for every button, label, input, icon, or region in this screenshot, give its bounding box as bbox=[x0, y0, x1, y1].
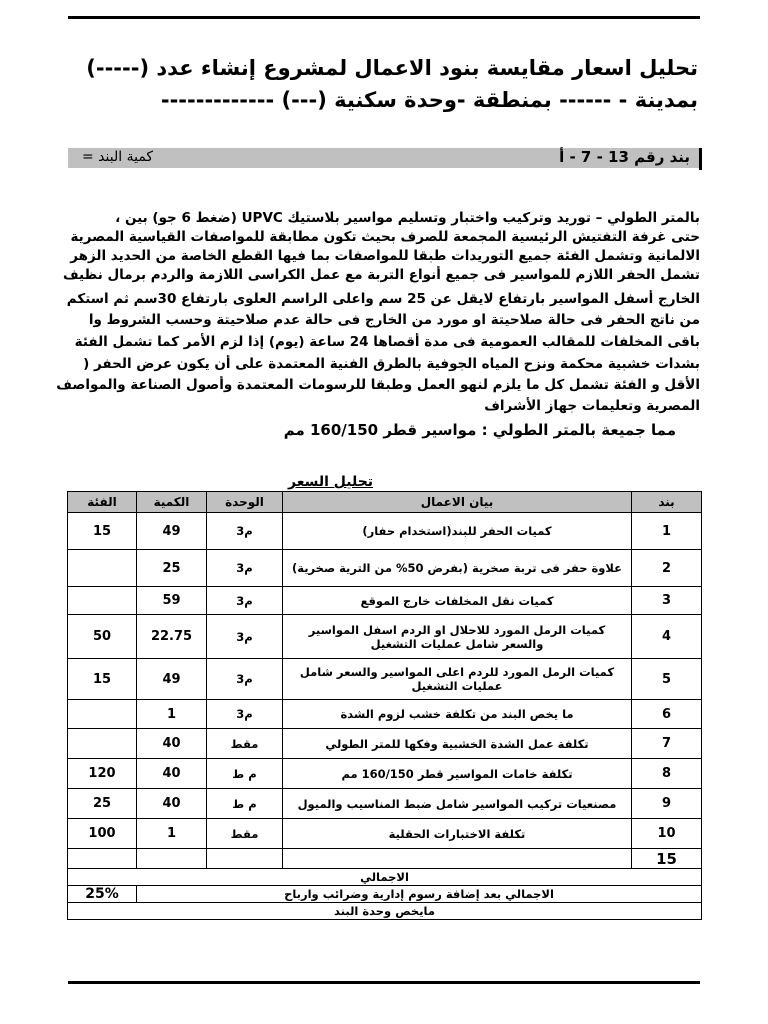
document-title-line-2: بمدينة - ------ بمنطقة -وحدة سكنية (---) ------------- bbox=[160, 88, 698, 112]
cell-quantity: 1 bbox=[137, 700, 207, 729]
description-line: باقى المخلفات للمقالب العمومية فى مدة أقصاها 24 ساعة (يوم) إذا لزم الأمر كما تشمل الفئة bbox=[74, 334, 700, 350]
unit-share-label: مايخص وحدة البند bbox=[68, 903, 702, 920]
description-line: الالمانية وتشمل الفئة جميع التوريدات طبقا للمواصفات بما فيها القطع الخاصة من الحديد الزهر bbox=[70, 248, 700, 264]
description-line: بالمتر الطولي – توريد وتركيب واختبار وتسليم مواسير بلاستيك UPVC (ضغط 6 جو) بين ، bbox=[115, 210, 700, 226]
table-row bbox=[68, 819, 702, 849]
cell-empty bbox=[207, 849, 283, 869]
table-row bbox=[68, 759, 702, 789]
table-row bbox=[68, 513, 702, 550]
cell-quantity: 40 bbox=[137, 759, 207, 789]
description-line: بشدات خشبية محكمة ونزح المياه الجوفية بالطرق الفنية المعتمدة على أن يكون عرض الحفر ( bbox=[83, 356, 700, 372]
description-line: تشمل الحفر اللازم للمواسير فى جميع أنواع التربة مع عمل الكراسى اللازمة والردم برمال نظيف bbox=[62, 267, 700, 283]
cell-rate: 15 bbox=[68, 659, 137, 700]
item-quantity-label: كمية البند = bbox=[82, 149, 154, 165]
cell-description: كميات الحفر للبند(استخدام حفار) bbox=[283, 513, 632, 550]
description-line: حتى غرفة التفتيش الرئيسية المجمعة للصرف بحيث تكون مطابقة للمواصفات القياسية المصرية bbox=[70, 229, 700, 245]
cell-item: 6 bbox=[632, 700, 702, 729]
cell-quantity: 49 bbox=[137, 513, 207, 550]
description-line: الأقل و الفئة تشمل كل ما يلزم لنهو العمل وطبقا للرسومات المعتمدة وأصول الصناعة والمواصف bbox=[56, 377, 700, 393]
document-title-line-1: تحليل اسعار مقايسة بنود الاعمال لمشروع إنشاء عدد (-----) bbox=[86, 56, 698, 80]
total-with-fees-label: الاجمالي بعد إضافة رسوم إدارية وضرائب وارباح bbox=[137, 886, 702, 903]
table-row bbox=[68, 659, 702, 700]
unit-share-row bbox=[68, 903, 702, 920]
cell-description: علاوة حفر فى تربة صخرية (بفرض 50% من الترية صخرية) bbox=[283, 550, 632, 587]
fees-percent: 25% bbox=[68, 886, 137, 903]
description-line: الخارج أسفل المواسير بارتفاع لايقل عن 25 سم واعلى الراسم العلوى بارتفاع 30سم ثم استكم bbox=[66, 291, 700, 307]
cell-rate bbox=[68, 729, 137, 759]
cell-item: 5 bbox=[632, 659, 702, 700]
cell-description: كميات الرمل المورد للردم اعلى المواسير والسعر شامل عمليات التشغيل bbox=[283, 659, 632, 700]
cell-unit: مقط bbox=[207, 729, 283, 759]
table-row bbox=[68, 615, 702, 659]
cell-quantity: 40 bbox=[137, 729, 207, 759]
cell-unit: م3 bbox=[207, 615, 283, 659]
cell-empty bbox=[283, 849, 632, 869]
cell-item: 10 bbox=[632, 819, 702, 849]
cell-unit: م3 bbox=[207, 513, 283, 550]
cell-item: 4 bbox=[632, 615, 702, 659]
total-label: الاجمالي bbox=[68, 869, 702, 886]
cell-rate bbox=[68, 550, 137, 587]
table-row bbox=[68, 729, 702, 759]
description-summary: مما جميعة بالمتر الطولي : مواسير قطر 160/150 مم bbox=[283, 421, 676, 439]
cell-quantity: 59 bbox=[137, 587, 207, 615]
top-rule bbox=[68, 16, 700, 19]
item-number: بند رقم 13 - 7 - أ bbox=[559, 148, 690, 166]
cell-rate: 120 bbox=[68, 759, 137, 789]
description-line: من ناتج الحفر فى حالة صلاحيتة او مورد من الخارج فى حالة عدم صلاحيتة وحسب الشروط وا bbox=[88, 312, 700, 328]
cell-unit: م ط bbox=[207, 759, 283, 789]
cell-rate bbox=[68, 700, 137, 729]
table-row bbox=[68, 587, 702, 615]
table-header-row bbox=[68, 492, 702, 513]
header-description: بيان الاعمال bbox=[283, 492, 632, 513]
cell-item: 8 bbox=[632, 759, 702, 789]
cell-rate: 100 bbox=[68, 819, 137, 849]
cell-quantity: 22.75 bbox=[137, 615, 207, 659]
price-analysis-table bbox=[67, 491, 702, 920]
cell-unit: مقط bbox=[207, 819, 283, 849]
cell-quantity: 49 bbox=[137, 659, 207, 700]
total-row bbox=[68, 869, 702, 886]
cell-unit: م3 bbox=[207, 587, 283, 615]
cell-item: 9 bbox=[632, 789, 702, 819]
total-with-fees-row bbox=[68, 886, 702, 903]
cell-rate bbox=[68, 587, 137, 615]
table-row bbox=[68, 789, 702, 819]
cell-item: 1 bbox=[632, 513, 702, 550]
cell-unit: م3 bbox=[207, 659, 283, 700]
cell-quantity: 40 bbox=[137, 789, 207, 819]
bottom-rule bbox=[68, 981, 700, 984]
cell-unit: م3 bbox=[207, 700, 283, 729]
cell-description: تكلفة عمل الشدة الخشبية وفكها للمتر الطولي bbox=[283, 729, 632, 759]
cell-empty bbox=[137, 849, 207, 869]
cell-description: تكلفة خامات المواسير قطر 160/150 مم bbox=[283, 759, 632, 789]
item-bar-edge bbox=[699, 148, 702, 170]
cell-item: 7 bbox=[632, 729, 702, 759]
cell-description: ما يخص البند من تكلفة خشب لزوم الشدة bbox=[283, 700, 632, 729]
cell-description: تكلفة الاختبارات الحقلية bbox=[283, 819, 632, 849]
cell-unit: م ط bbox=[207, 789, 283, 819]
table-row-extra bbox=[68, 849, 702, 869]
table-row bbox=[68, 700, 702, 729]
table-row bbox=[68, 550, 702, 587]
cell-rate: 15 bbox=[68, 513, 137, 550]
header-unit: الوحدة bbox=[207, 492, 283, 513]
header-quantity: الكمية bbox=[137, 492, 207, 513]
cell-item: 3 bbox=[632, 587, 702, 615]
price-analysis-heading: تحليل السعر bbox=[288, 474, 374, 490]
cell-description: كميات نقل المخلفات خارج الموقع bbox=[283, 587, 632, 615]
header-item: بند bbox=[632, 492, 702, 513]
cell-rate: 50 bbox=[68, 615, 137, 659]
cell-description: كميات الرمل المورد للاحلال او الردم اسفل المواسير والسعر شامل عمليات التشغيل bbox=[283, 615, 632, 659]
cell-extra-item: 15 bbox=[632, 849, 702, 869]
header-rate: الفئة bbox=[68, 492, 137, 513]
item-header-bar bbox=[68, 148, 702, 170]
cell-quantity: 25 bbox=[137, 550, 207, 587]
cell-rate: 25 bbox=[68, 789, 137, 819]
description-line: المصرية وتعليمات جهاز الأشراف bbox=[484, 398, 700, 414]
cell-description: مصنعيات تركيب المواسير شامل ضبط المناسيب والميول bbox=[283, 789, 632, 819]
cell-quantity: 1 bbox=[137, 819, 207, 849]
cell-empty bbox=[68, 849, 137, 869]
cell-item: 2 bbox=[632, 550, 702, 587]
cell-unit: م3 bbox=[207, 550, 283, 587]
